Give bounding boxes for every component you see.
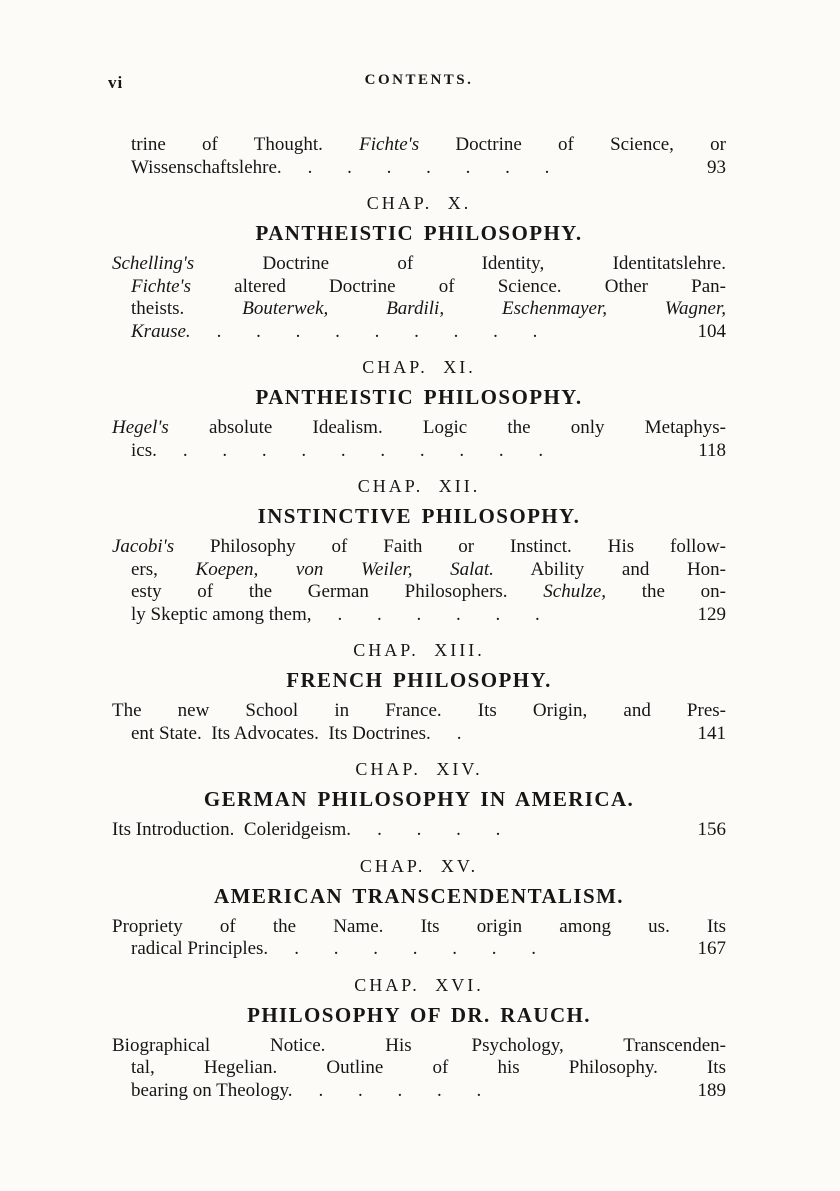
toc-line	[112, 536, 726, 559]
chapter-title: FRENCH PHILOSOPHY.	[286, 668, 552, 692]
italic-text: Schelling's	[112, 253, 195, 274]
toc-line	[112, 938, 726, 961]
toc-line	[112, 321, 726, 344]
line-text	[131, 321, 191, 344]
plain-text: esty of the German Philosophers.	[131, 581, 544, 602]
plain-text: trine of Thought.	[131, 134, 360, 155]
plain-text: altered Doctrine of Science. Other Pan-	[191, 275, 726, 297]
line-text	[131, 440, 157, 463]
toc-line	[112, 700, 726, 723]
plain-text: ly Skeptic among them,	[131, 603, 312, 625]
chapter-title: PHILOSOPHY OF DR. RAUCH.	[247, 1002, 591, 1027]
plain-text: the on-	[606, 581, 726, 602]
line-text	[112, 1035, 726, 1056]
page-ref: 189	[697, 1079, 726, 1101]
toc-entry	[112, 193, 726, 343]
line-text	[131, 559, 726, 580]
dot-leader: . . . . . . .	[294, 938, 536, 959]
toc-line	[112, 559, 726, 582]
table-of-contents	[112, 134, 726, 1102]
plain-text: tal, Hegelian. Outline of his Philosophy. Its	[131, 1057, 726, 1078]
folio-page-number: vi	[108, 73, 124, 92]
line-text	[131, 157, 282, 180]
toc-entry-continuation	[112, 134, 726, 179]
plain-text: Wissenschaftslehre.	[131, 156, 282, 178]
chapter-number: CHAP. XV.	[359, 855, 479, 876]
chapter-number: CHAP. XI.	[362, 357, 476, 377]
dot-leader: .	[456, 722, 462, 744]
dot-leader: . . . . . . . . .	[216, 320, 538, 342]
toc-line	[112, 134, 726, 157]
toc-line	[112, 1080, 726, 1103]
chapter-title: GERMAN PHILOSOPHY IN AMERICA.	[203, 787, 635, 811]
line-text	[112, 417, 726, 438]
running-head-title: CONTENTS.	[364, 72, 474, 88]
page-ref: 118	[698, 439, 726, 461]
toc-line	[112, 819, 726, 842]
chapter-number: CHAP. XVI.	[354, 974, 484, 995]
chapter-number: CHAP. XII.	[357, 476, 481, 496]
toc-entry	[112, 759, 726, 842]
dot-leader: . . . . .	[318, 1079, 482, 1101]
plain-text: Biographical Notice. His Psychology, Transcenden-	[112, 1034, 726, 1056]
line-text	[131, 276, 726, 297]
italic-text: Krause.	[131, 320, 191, 342]
line-text	[112, 536, 726, 557]
toc-entry	[112, 640, 726, 745]
plain-text: Its Introduction. Coleridgeism.	[112, 819, 352, 840]
line-text	[131, 1080, 292, 1103]
toc-line	[112, 276, 726, 299]
plain-text: Doctrine of Science, or	[419, 134, 726, 155]
plain-text: bearing on Theology.	[131, 1079, 293, 1101]
chapter-number: CHAP. X.	[366, 193, 472, 213]
italic-text: Fichte's	[359, 134, 420, 155]
plain-text: theists.	[131, 298, 243, 319]
page-ref: 93	[707, 156, 726, 178]
line-text	[131, 134, 726, 155]
page-content	[108, 72, 726, 1102]
italic-text: Bouterwek, Bardili, Eschenmayer, Wagner,	[242, 298, 726, 319]
toc-line	[112, 157, 726, 180]
line-text	[131, 581, 726, 602]
chapter-number: CHAP. XIII.	[353, 640, 485, 660]
toc-line	[112, 440, 726, 463]
chapter-title: PANTHEISTIC PHILOSOPHY.	[255, 385, 583, 409]
toc-entry	[112, 476, 726, 626]
toc-line	[112, 581, 726, 604]
chapter-number: CHAP. XIV.	[355, 759, 483, 779]
line-text	[112, 819, 351, 842]
italic-text: Jacobi's	[112, 536, 175, 557]
line-text	[131, 604, 311, 627]
dot-leader: . . . . . . . . . .	[182, 439, 544, 461]
page-ref: 129	[697, 603, 726, 625]
toc-line	[112, 916, 726, 939]
line-text	[131, 298, 726, 319]
line-text	[131, 1057, 726, 1078]
toc-line	[112, 1035, 726, 1058]
running-header	[108, 72, 726, 94]
line-text	[112, 700, 726, 721]
toc-line	[112, 1057, 726, 1080]
toc-line	[112, 417, 726, 440]
page-ref: 156	[697, 819, 726, 840]
plain-text: ers,	[131, 558, 196, 580]
line-text	[131, 938, 268, 961]
toc-line	[112, 298, 726, 321]
plain-text: Propriety of the Name. Its origin among us. Its	[112, 915, 726, 937]
page-ref: 141	[697, 722, 726, 744]
italic-text: Koepen, von Weiler, Salat.	[195, 558, 494, 580]
line-text	[131, 723, 431, 746]
toc-entry	[112, 856, 726, 961]
line-text	[112, 916, 726, 937]
line-text	[112, 253, 726, 274]
chapter-title: PANTHEISTIC PHILOSOPHY.	[255, 221, 583, 245]
plain-text: The new School in France. Its Origin, and Pres-	[112, 700, 726, 721]
italic-text: Fichte's	[131, 275, 191, 297]
italic-text: Hegel's	[112, 417, 169, 438]
toc-entry	[112, 975, 726, 1103]
toc-line	[112, 723, 726, 746]
plain-text: Ability and Hon-	[493, 558, 726, 580]
plain-text: absolute Idealism. Logic the only Metaphys-	[168, 417, 726, 438]
dot-leader: . . . . . .	[337, 603, 540, 625]
toc-entry	[112, 357, 726, 462]
dot-leader: . . . .	[377, 819, 501, 840]
dot-leader: . . . . . . .	[307, 156, 550, 178]
chapter-title: INSTINCTIVE PHILOSOPHY.	[257, 504, 581, 528]
plain-text: ics.	[131, 439, 157, 461]
italic-text: Schulze,	[543, 581, 607, 602]
page-ref: 104	[697, 320, 726, 342]
plain-text: Philosophy of Faith or Instinct. His follow-	[174, 536, 726, 557]
toc-line	[112, 253, 726, 276]
toc-line	[112, 604, 726, 627]
chapter-title: AMERICAN TRANSCENDENTALISM.	[214, 883, 624, 908]
plain-text: radical Principles.	[131, 938, 269, 959]
plain-text: Doctrine of Identity, Identitatslehre.	[194, 253, 726, 274]
plain-text: ent State. Its Advocates. Its Doctrines.	[131, 722, 431, 744]
page-ref: 167	[697, 938, 726, 959]
